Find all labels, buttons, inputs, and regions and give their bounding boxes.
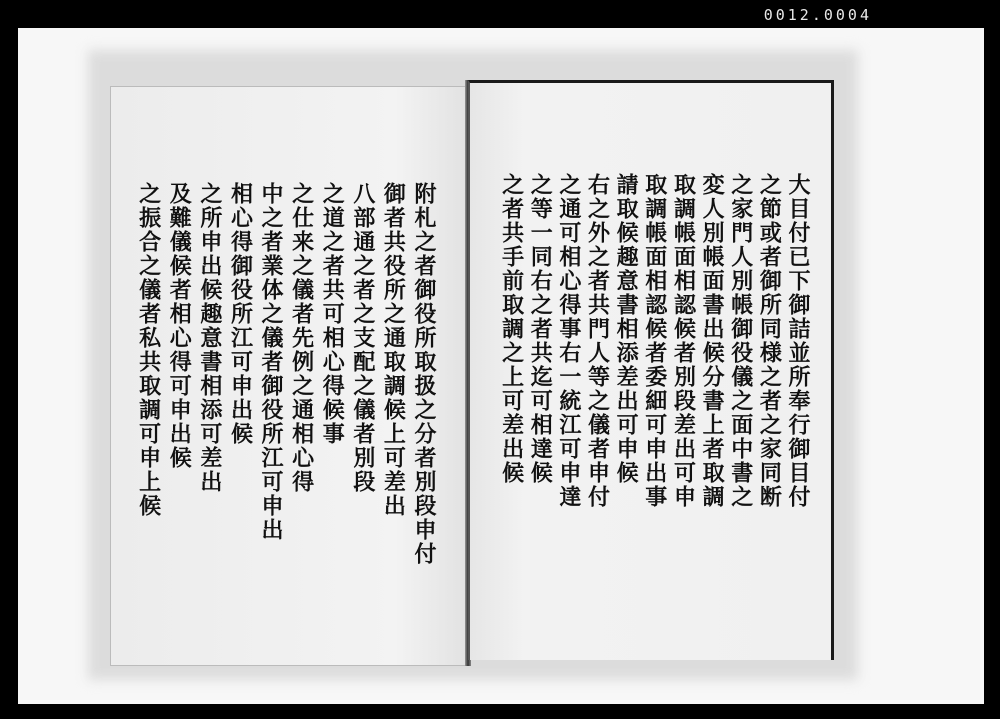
right-text-column: 之等一同右之者共迄可相達候 xyxy=(527,173,554,485)
left-text-column: 及難儀候者相心得可申出候 xyxy=(166,182,193,470)
left-text-column: 御者共役所之通取調候上可差出 xyxy=(380,182,407,518)
left-text-column: 相心得御役所江可申出候 xyxy=(227,182,254,446)
left-text-column: 之仕来之儀者先例之通相心得 xyxy=(288,182,315,494)
right-text-column: 之者共手前取調之上可差出候 xyxy=(498,173,525,485)
right-text-column: 大目付已下御詰並所奉行御目付 xyxy=(785,173,811,509)
left-text-column: 八部通之者之支配之儀者別段 xyxy=(349,182,376,494)
left-text-column: 中之者業体之儀者御役所江可申出 xyxy=(258,182,285,542)
right-text-column: 右之外之者共門人等之儀者申付 xyxy=(584,173,611,509)
left-page xyxy=(110,86,468,666)
right-text-column: 請取候趣意書相添差出可申候 xyxy=(613,173,640,485)
right-text-column: 取調帳面相認候者別段差出可申 xyxy=(670,173,697,509)
right-page-text xyxy=(470,83,831,660)
microfilm-frame-number: 0012.0004 xyxy=(763,6,872,24)
right-text-column: 変人別帳面書出候分書上者取調 xyxy=(699,173,726,509)
right-text-column: 之家門人別帳御役儀之面中書之 xyxy=(727,173,754,509)
left-text-column: 之道之者共可相心得候事 xyxy=(319,182,346,446)
right-text-column: 之通可相心得事右一統江可申達 xyxy=(555,173,582,509)
left-text-column: 之所申出候趣意書相添可差出 xyxy=(196,182,223,494)
left-text-column: 附札之者御役所取扱之分者別段申付 xyxy=(411,182,437,566)
right-text-column: 之節或者御所同様之者之家同断 xyxy=(756,173,783,509)
left-text-column: 之振合之儀者私共取調可申上候 xyxy=(135,182,162,518)
right-page xyxy=(468,80,834,660)
right-text-column: 取調帳面相認候者委細可申出事 xyxy=(641,173,668,509)
left-page-text xyxy=(111,87,467,665)
